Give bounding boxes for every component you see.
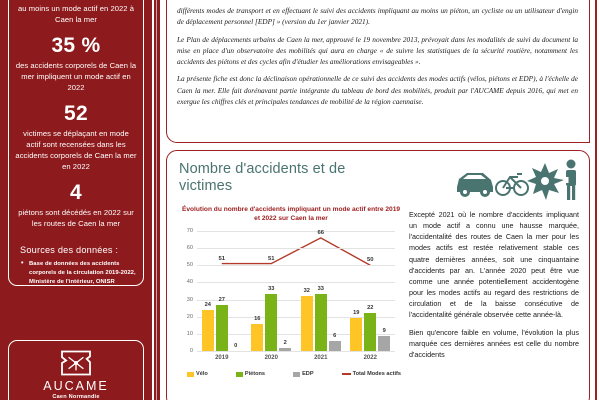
bar-vélo bbox=[350, 318, 362, 351]
bar-value-label: 16 bbox=[254, 315, 261, 322]
page-right-rule bbox=[595, 0, 597, 400]
intro-paragraph: Le Plan de déplacements urbains de Caen la mer, approuvé le 19 novembre 2013, prévoyait dans les modalités de suivi du document la mise en place d'un observatoire des mobilités qui aura en charge « de suivre les statistiques de la sécurité routière, notamment les accidents des piétons et des cycles afin d'étudier les améliorations envisageables ». bbox=[177, 34, 578, 67]
chart-legend bbox=[185, 371, 403, 377]
aucame-logo-icon bbox=[59, 349, 93, 377]
sources-list bbox=[15, 260, 137, 287]
y-axis-tick: 0 bbox=[189, 348, 193, 354]
line-value-label: 66 bbox=[317, 229, 325, 236]
collision-burst-icon bbox=[527, 163, 564, 200]
x-axis-tick: 2019 bbox=[215, 355, 229, 361]
commentary-column bbox=[409, 209, 579, 366]
bar-value-label: 9 bbox=[382, 327, 386, 334]
sources-title: Sources des données : bbox=[20, 245, 119, 256]
bar-piétons bbox=[315, 294, 327, 351]
legend-item-pietons bbox=[236, 371, 265, 377]
bar-value-label: 0 bbox=[234, 343, 238, 349]
bar-value-label: 33 bbox=[268, 286, 275, 293]
legend-swatch-velo bbox=[187, 372, 194, 377]
sidebar-divider bbox=[152, 0, 154, 400]
y-axis-tick: 30 bbox=[186, 296, 193, 303]
intro-card-right-edge bbox=[589, 0, 590, 143]
commentary-paragraph: Excepté 2021 où le nombre d'accidents impliquant un mode actif a connu une hausse marquée, l'accidentalité des routes de Caen la mer pour les modes actifs est restée relativement stable ces quatre dernières années, soit une cinquantaine d'accidents par an. L'année 2020 peut être vue comme une année potentiellement accidentogène pour les modes actifs au regard des restrictions de circulation et de la baisse consécutive de l'accidentalité générale observée cette année-là. bbox=[409, 210, 579, 320]
bar-value-label: 33 bbox=[317, 286, 324, 293]
content-column bbox=[160, 0, 600, 400]
pedestrian-icon bbox=[564, 160, 577, 201]
intro-paragraph: différents modes de transport et en effectuant le suivi des accidents impliquant au moins un piéton, un cycliste ou un utilisateur d'engin de déplacement personnel [EDP] » (version du 1er janvier 2021). bbox=[177, 6, 578, 27]
x-axis-tick: 2022 bbox=[363, 355, 377, 361]
chart-title: Évolution du nombre d'accidents impliquant un mode actif entre 2019 et 2022 sur Caen la mer bbox=[181, 206, 401, 223]
gridline bbox=[197, 351, 395, 352]
bar-vélo bbox=[202, 310, 214, 351]
chart-plot-area bbox=[175, 229, 403, 400]
bar-value-label: 27 bbox=[218, 296, 225, 303]
legend-item-velo bbox=[187, 371, 208, 377]
y-axis-tick: 20 bbox=[186, 313, 193, 320]
y-axis-tick: 40 bbox=[186, 279, 193, 286]
legend-swatch-edp bbox=[293, 372, 300, 377]
bar-value-label: 32 bbox=[303, 288, 310, 295]
stat-number-2: 52 bbox=[64, 102, 88, 126]
bar-vélo bbox=[301, 296, 313, 351]
legend-swatch-total bbox=[342, 373, 351, 375]
stat-text-3: piétons sont décédés en 2022 sur les routes de Caen la mer bbox=[18, 208, 134, 229]
x-axis-tick: 2020 bbox=[264, 355, 278, 361]
logo-subtitle: Caen Normandie bbox=[52, 394, 100, 400]
accident-illustration bbox=[457, 157, 577, 203]
bar-vélo bbox=[251, 324, 263, 351]
stat-text-2: victimes se déplaçant en mode actif sont recensées dans les accidents corporels de Caen la mer en 2022 bbox=[15, 129, 137, 172]
intro-paragraph: La présente fiche est donc la déclinaison opérationnelle de ce suivi des accidents des modes actifs (vélos, piétons et EDP), à l'échelle de Caen la mer. Elle fait dorénavant partie intégrante du tableau de bord des mobilités, produit par l'AUCAME depuis 2016, qui met en exergue les chiffres clés et principales tendances de mobilité de la région caennaise. bbox=[177, 74, 578, 107]
y-axis-tick: 70 bbox=[186, 228, 193, 234]
legend-label: EDP bbox=[302, 371, 314, 377]
bar-edp bbox=[329, 341, 341, 351]
sidebar-divider-thin bbox=[156, 0, 157, 400]
bicycle-icon bbox=[496, 174, 528, 195]
bar-value-label: 22 bbox=[367, 305, 374, 312]
chart-section-heading: Nombre d'accidents et de victimes bbox=[179, 161, 346, 194]
legend-label: Piétons bbox=[244, 371, 266, 377]
bar-group bbox=[202, 231, 242, 351]
sidebar bbox=[0, 0, 160, 400]
intro-text-card bbox=[166, 0, 590, 143]
bar-edp bbox=[279, 348, 291, 351]
bar-group bbox=[251, 231, 291, 351]
stat-number-1: 35 % bbox=[51, 34, 101, 57]
bar-edp bbox=[378, 336, 390, 351]
chart-card bbox=[166, 150, 590, 400]
plot-canvas bbox=[186, 228, 395, 361]
bar-group bbox=[350, 231, 390, 351]
bar-value-label: 2 bbox=[283, 339, 287, 346]
source-item: • Base de données des accidents corporels de la circulation 2019-2022, Ministère de l'intérieur, ONISR bbox=[20, 260, 137, 287]
stat-number-3: 4 bbox=[70, 181, 82, 205]
legend-label: Total Modes actifs bbox=[352, 371, 401, 377]
legend-item-edp bbox=[293, 371, 314, 377]
line-value-label: 50 bbox=[366, 257, 374, 264]
legend-label: Vélo bbox=[196, 371, 208, 377]
legend-item-total bbox=[342, 371, 401, 377]
y-axis-tick: 50 bbox=[186, 262, 193, 269]
commentary-paragraph: Bien qu'encore faible en volume, l'évolution la plus marquée ces dernières années est celle du nombre d'accidents bbox=[409, 327, 579, 359]
bar-value-label: 19 bbox=[353, 310, 360, 317]
bar-value-label: 6 bbox=[333, 332, 337, 339]
bar-group bbox=[301, 231, 341, 351]
aucame-logo-card bbox=[8, 340, 144, 400]
bar-value-label: 24 bbox=[204, 301, 211, 308]
sidebar-stats-card bbox=[8, 0, 144, 286]
line-value-label: 51 bbox=[218, 255, 226, 262]
stat-text-0: au moins un mode actif en 2022 à Caen la mer bbox=[17, 4, 134, 24]
y-axis-tick: 10 bbox=[186, 330, 193, 337]
y-axis-tick: 60 bbox=[186, 245, 193, 252]
car-icon bbox=[457, 173, 493, 197]
x-axis-tick: 2021 bbox=[314, 355, 328, 361]
stat-text-1: des accidents corporels de Caen la mer impliquent un mode actif en 2022 bbox=[15, 61, 137, 93]
logo-wordmark: AUCAME bbox=[43, 379, 109, 393]
legend-swatch-pietons bbox=[236, 372, 243, 377]
line-value-label: 51 bbox=[267, 255, 275, 262]
